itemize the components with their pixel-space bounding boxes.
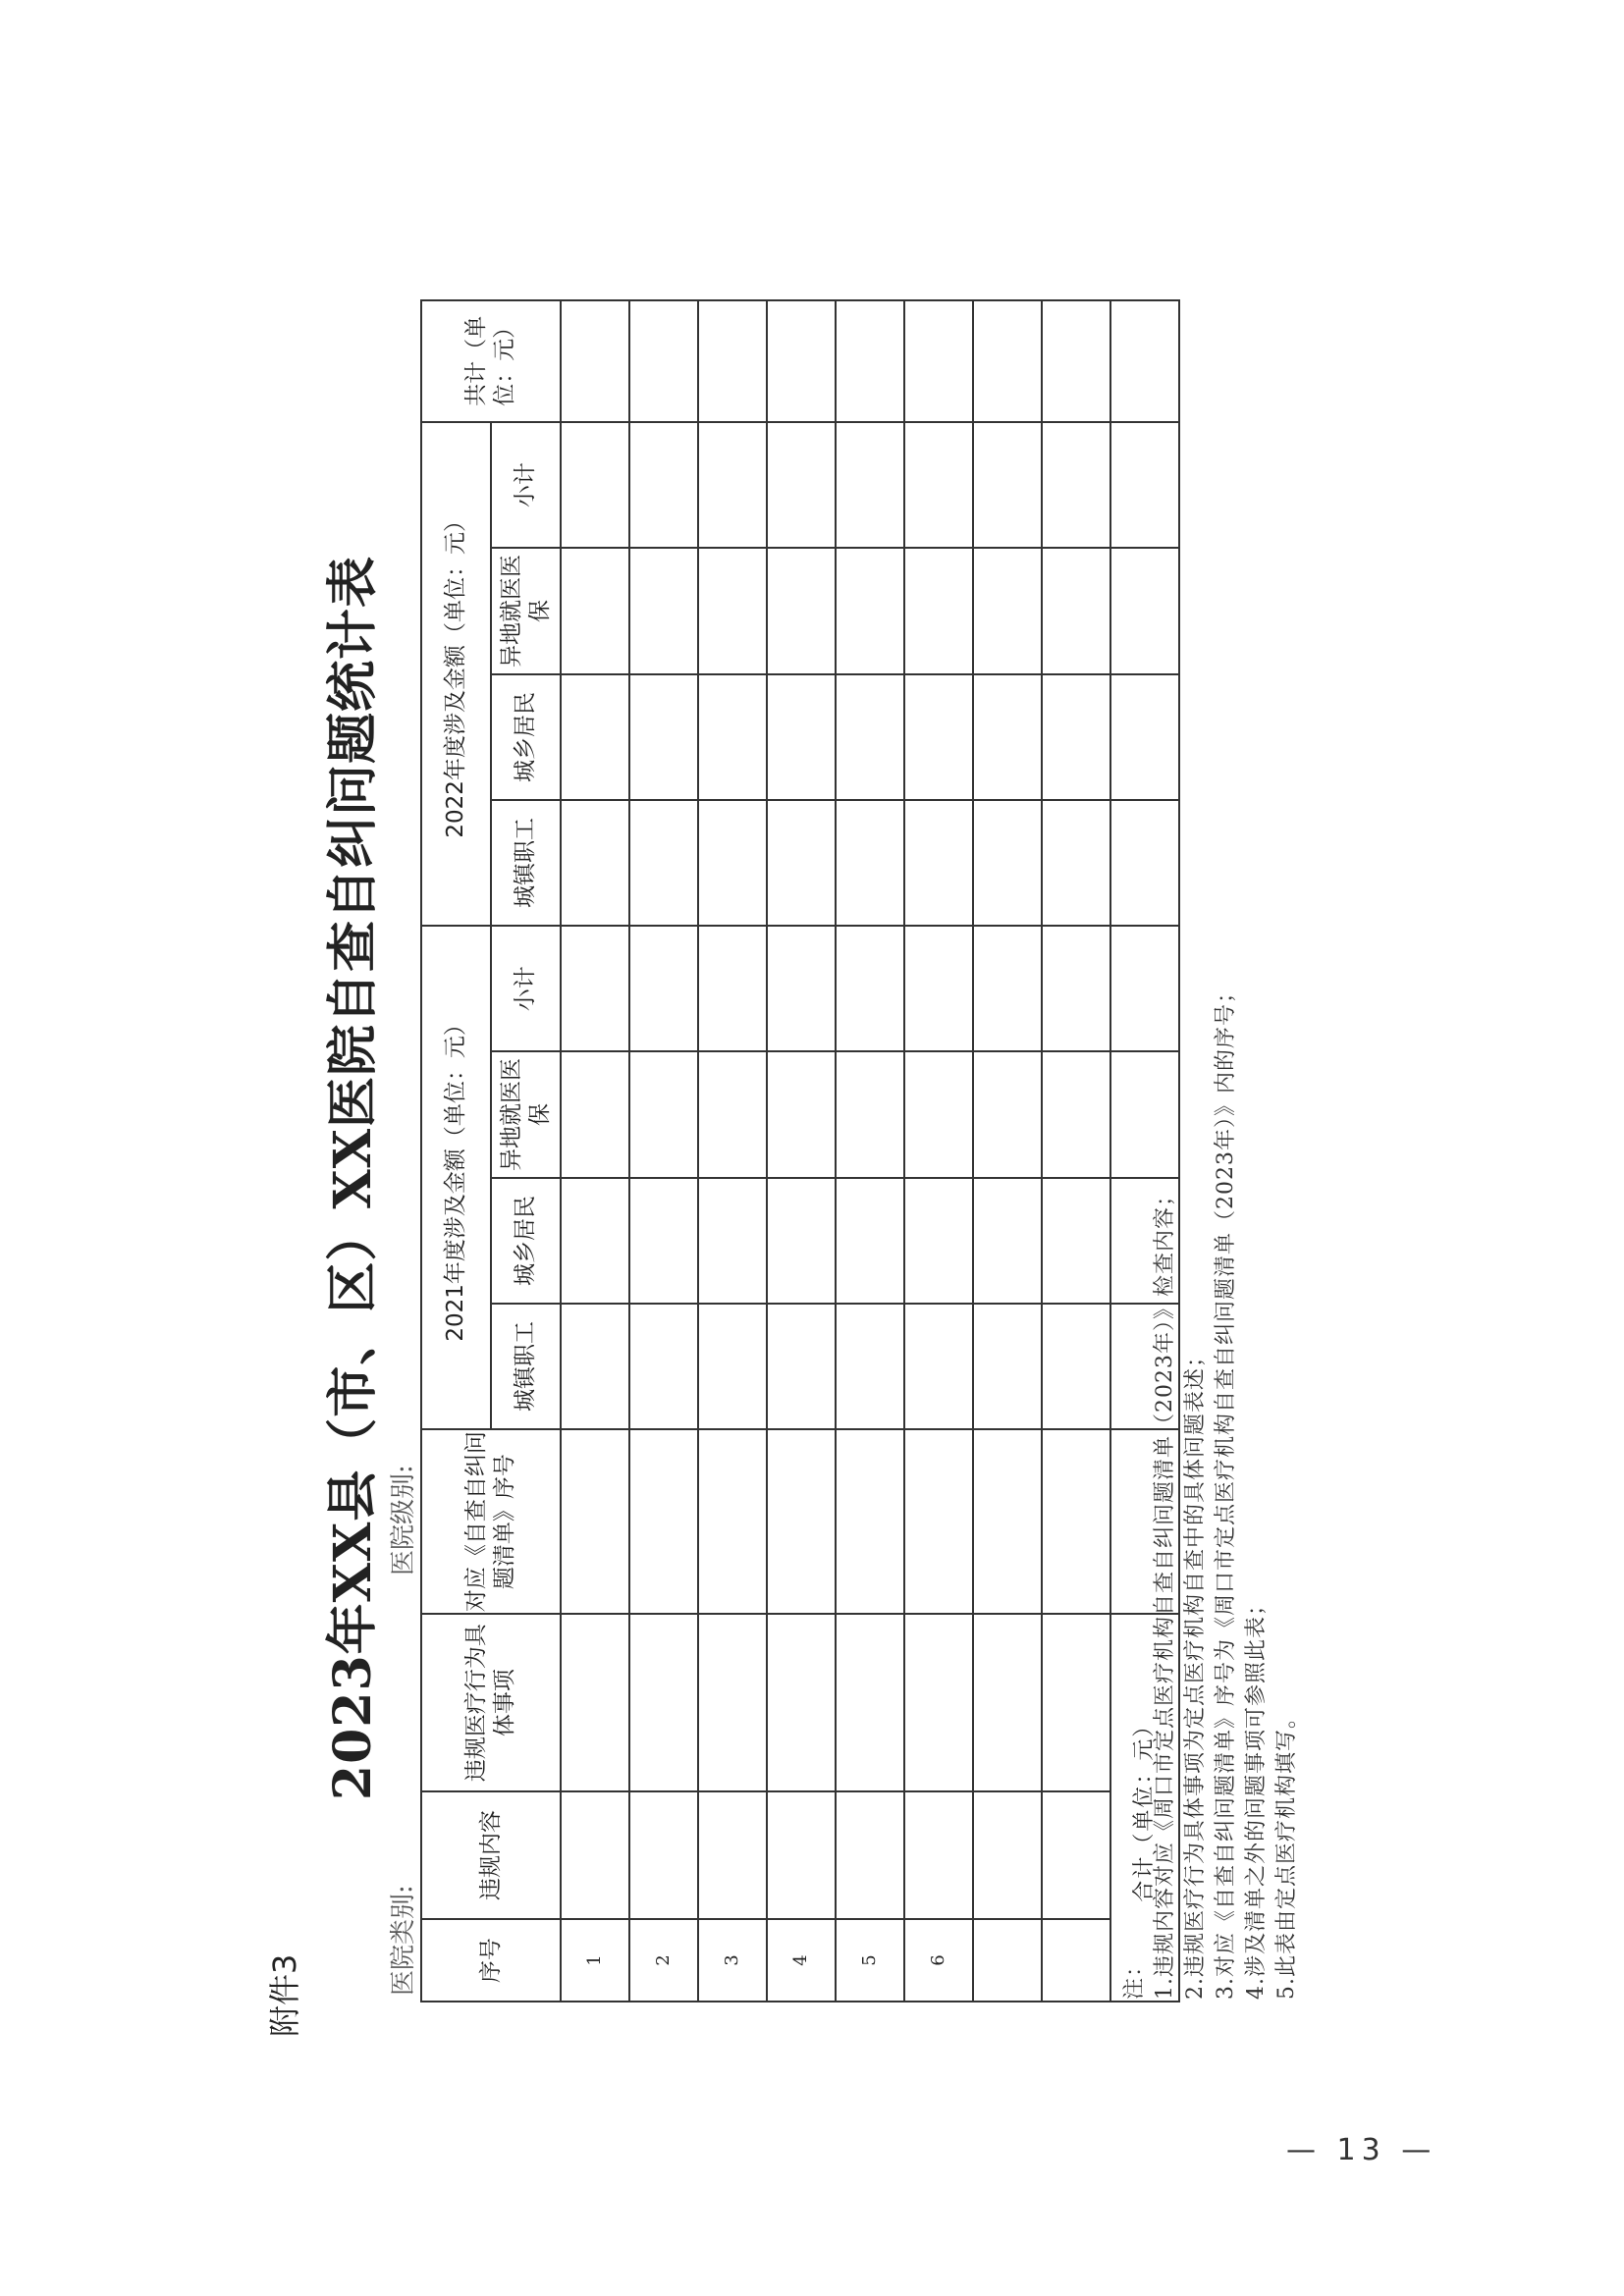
table-cell [836, 800, 904, 926]
table-cell [767, 1051, 836, 1177]
notes-heading: 注： [1122, 1953, 1147, 2000]
table-cell [904, 1304, 973, 1429]
table-cell [767, 926, 836, 1051]
row-index [973, 1919, 1042, 2002]
table-cell [767, 674, 836, 800]
table-cell [561, 1178, 629, 1304]
table-cell [1042, 548, 1110, 673]
table-cell [1110, 548, 1179, 673]
table-cell [767, 300, 836, 422]
header-2021-urban-workers: 城镇职工 [491, 1304, 561, 1429]
table-cell [698, 548, 767, 673]
table-cell [561, 1614, 629, 1791]
table-cell [629, 548, 698, 673]
table-row [698, 300, 767, 2002]
total-row-label: 合计（单位：元） [1110, 1614, 1179, 2002]
table-cell [561, 1791, 629, 1919]
row-index: 4 [767, 1919, 836, 2002]
table-cell [1042, 1614, 1110, 1791]
table-cell [1042, 1429, 1110, 1614]
row-index: 2 [629, 1919, 698, 2002]
table-cell [1110, 800, 1179, 926]
header-2022-subtotal: 小计 [491, 422, 561, 548]
table-cell [904, 1791, 973, 1919]
header-2021-urban-rural: 城乡居民 [491, 1178, 561, 1304]
table-row [904, 300, 973, 2002]
table-cell [698, 1304, 767, 1429]
table-cell [904, 1429, 973, 1614]
table-cell [973, 1614, 1042, 1791]
table-cell [973, 422, 1042, 548]
table-cell [629, 1178, 698, 1304]
table-cell [767, 422, 836, 548]
notes [1119, 981, 1302, 2000]
table-row [561, 300, 629, 2002]
table-cell [629, 422, 698, 548]
note-item: 5.此表由定点医疗机构填写。 [1274, 1706, 1299, 2000]
table-cell [836, 422, 904, 548]
table-cell [698, 422, 767, 548]
rotated-page-content [241, 299, 1299, 2056]
table-cell [698, 1791, 767, 1919]
table-cell [973, 548, 1042, 673]
table-cell [1042, 1791, 1110, 1919]
table-cell [1042, 926, 1110, 1051]
table-cell [1042, 1051, 1110, 1177]
note-item: 3.对应《自查自纠问题清单》序号为《周口市定点医疗机构自查自纠问题清单（2023年）》内的序号； [1214, 981, 1238, 2000]
table-cell [973, 1178, 1042, 1304]
table-cell [836, 1178, 904, 1304]
table-cell [561, 548, 629, 673]
table-cell [836, 300, 904, 422]
note-item: 1.违规内容对应《周口市定点医疗机构自查自纠问题清单（2023年）》检查内容； [1153, 1184, 1177, 2000]
table-cell [904, 800, 973, 926]
table-cell [1110, 674, 1179, 800]
table-cell [561, 1429, 629, 1614]
header-content: 违规内容 [421, 1791, 561, 1919]
table-cell [904, 548, 973, 673]
table-cell [767, 1178, 836, 1304]
table-cell [836, 674, 904, 800]
table-cell [698, 800, 767, 926]
table-cell [904, 674, 973, 800]
table-cell [698, 926, 767, 1051]
page-number: — 13 — [1286, 2133, 1437, 2167]
table-cell [1042, 674, 1110, 800]
page-title: 2023年XX县（市、区）XX医院自查自纠问题统计表 [323, 555, 383, 1801]
table-cell [973, 926, 1042, 1051]
note-item: 2.违规医疗行为具体事项为定点医疗机构自查中的具体问题表述； [1183, 1345, 1208, 2000]
table-cell [698, 1614, 767, 1791]
table-cell [629, 1304, 698, 1429]
statistics-table [420, 299, 1180, 2002]
table-cell [836, 548, 904, 673]
table-row [767, 300, 836, 2002]
table-cell [629, 800, 698, 926]
table-cell [1042, 1178, 1110, 1304]
header-2022-urban-workers: 城镇职工 [491, 800, 561, 926]
table-cell [904, 926, 973, 1051]
table-cell [561, 674, 629, 800]
table-cell [973, 800, 1042, 926]
table-cell [629, 1791, 698, 1919]
table-cell [561, 300, 629, 422]
table-cell [836, 1304, 904, 1429]
row-index: 5 [836, 1919, 904, 2002]
header-behavior: 违规医疗行为具体事项 [421, 1614, 561, 1791]
header-total: 共计（单位：元） [421, 300, 561, 422]
table-cell [767, 800, 836, 926]
table-cell [629, 674, 698, 800]
table-cell [1110, 422, 1179, 548]
row-index: 3 [698, 1919, 767, 2002]
table-row [836, 300, 904, 2002]
table-row [629, 300, 698, 2002]
table-row [973, 300, 1042, 2002]
row-index: 6 [904, 1919, 973, 2002]
table-cell [561, 1051, 629, 1177]
header-ref: 对应《自查自纠问题清单》序号 [421, 1429, 561, 1614]
header-2022-offsite: 异地就医医保 [491, 548, 561, 673]
table-cell [629, 1429, 698, 1614]
table-cell [561, 1304, 629, 1429]
table-cell [904, 1051, 973, 1177]
table-cell [767, 1304, 836, 1429]
table-cell [973, 300, 1042, 422]
table-cell [561, 422, 629, 548]
table-row [1042, 300, 1110, 2002]
table-cell [698, 674, 767, 800]
table-cell [1042, 1304, 1110, 1429]
table-cell [698, 300, 767, 422]
table-cell [836, 926, 904, 1051]
table-cell [629, 300, 698, 422]
table-cell [973, 1429, 1042, 1614]
header-2021: 2021年度涉及金额（单位：元） [421, 926, 491, 1429]
table-cell [836, 1429, 904, 1614]
header-2021-offsite: 异地就医医保 [491, 1051, 561, 1177]
table-cell [698, 1429, 767, 1614]
table-cell [1042, 422, 1110, 548]
table-cell [767, 1429, 836, 1614]
table-cell [1110, 300, 1179, 422]
table-cell [629, 1614, 698, 1791]
table-cell [1042, 800, 1110, 926]
table-cell [973, 1051, 1042, 1177]
header-row-1 [421, 300, 491, 2002]
table-cell [836, 1051, 904, 1177]
table-cell [767, 548, 836, 673]
row-index: 1 [561, 1919, 629, 2002]
table-cell [904, 300, 973, 422]
header-seq: 序号 [421, 1919, 561, 2002]
table-cell [904, 1178, 973, 1304]
note-item: 4.涉及清单之外的问题事项可参照此表； [1244, 1593, 1269, 2000]
table-cell [767, 1791, 836, 1919]
table-cell [561, 926, 629, 1051]
header-2022-urban-rural: 城乡居民 [491, 674, 561, 800]
table-cell [904, 422, 973, 548]
table-cell [698, 1051, 767, 1177]
header-2021-subtotal: 小计 [491, 926, 561, 1051]
table-cell [973, 1791, 1042, 1919]
table-cell [836, 1614, 904, 1791]
table-cell [629, 926, 698, 1051]
row-index [1042, 1919, 1110, 2002]
attachment-label: 附件3 [266, 1953, 303, 2037]
table-cell [904, 1614, 973, 1791]
hospital-category-label: 医院类别: [389, 1885, 418, 1996]
header-2022: 2022年度涉及金额（单位：元） [421, 422, 491, 926]
table-cell [767, 1614, 836, 1791]
table-cell [561, 800, 629, 926]
table-cell [629, 1051, 698, 1177]
hospital-level-label: 医院级别: [389, 1465, 418, 1575]
table-cell [973, 674, 1042, 800]
table-cell [1042, 300, 1110, 422]
table-cell [836, 1791, 904, 1919]
table-cell [698, 1178, 767, 1304]
table-cell [973, 1304, 1042, 1429]
